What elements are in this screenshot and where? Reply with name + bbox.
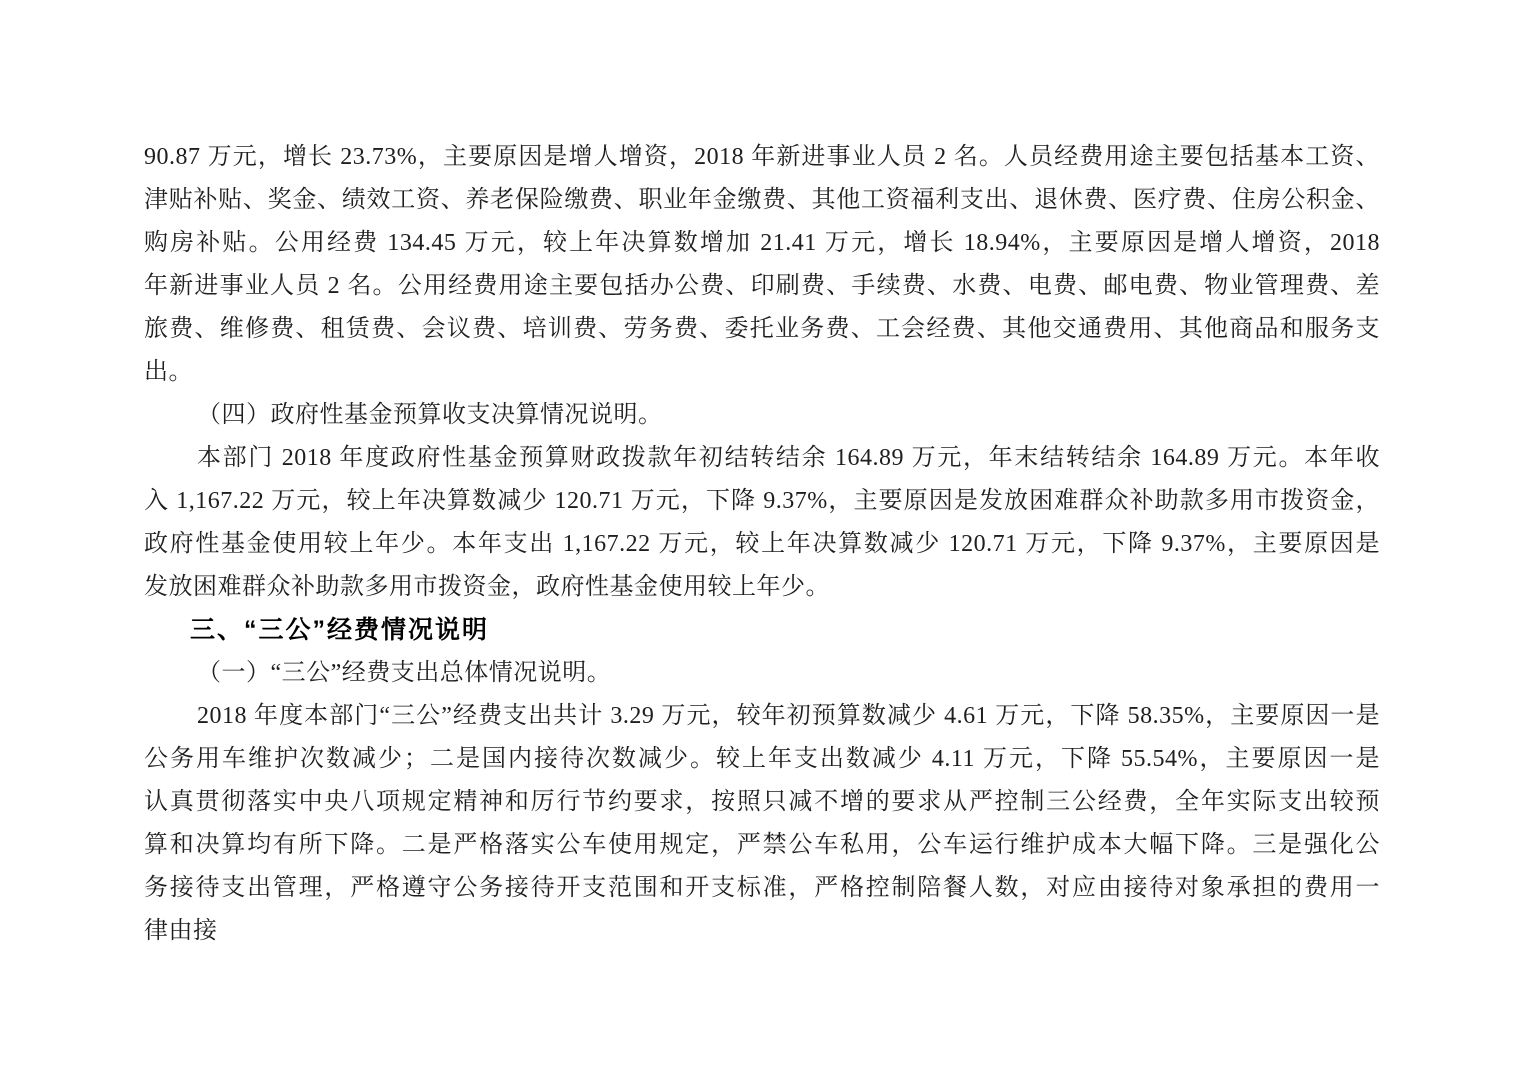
body-text-line: 90.87 万元，增长 23.73%，主要原因是增人增资，2018 年新进事业人员 2 名。人员经费用途主要包括基本工资、: [144, 144, 1380, 170]
body-text-line: 公务用车维护次数减少；二是国内接待次数减少。较上年支出数减少 4.11 万元，下降 55.54%，主要原因一是: [144, 746, 1380, 772]
body-text-line: 务接待支出管理，严格遵守公务接待开支范围和开支标准，严格控制陪餐人数，对应由接待对象承担的费用一: [144, 875, 1380, 901]
body-text-line: 认真贯彻落实中央八项规定精神和厉行节约要求，按照只减不增的要求从严控制三公经费，全年实际支出较预: [144, 789, 1380, 815]
subsection-heading-line: （四）政府性基金预算收支决算情况说明。: [197, 402, 663, 428]
body-text-line: 购房补贴。公用经费 134.45 万元，较上年决算数增加 21.41 万元，增长 18.94%，主要原因是增人增资，2018: [144, 230, 1380, 256]
body-text-line: 律由接: [144, 918, 218, 944]
body-text-line: 本部门 2018 年度政府性基金预算财政拨款年初结转结余 164.89 万元，年末结转结余 164.89 万元。本年收: [197, 445, 1380, 471]
body-text-line: 算和决算均有所下降。二是严格落实公车使用规定，严禁公车私用，公车运行维护成本大幅下降。三是强化公: [144, 832, 1380, 858]
body-text-line: 入 1,167.22 万元，较上年决算数减少 120.71 万元，下降 9.37%，主要原因是发放困难群众补助款多用市拨资金，: [144, 488, 1380, 514]
body-text-line: 发放困难群众补助款多用市拨资金，政府性基金使用较上年少。: [144, 574, 830, 600]
body-text-line: 年新进事业人员 2 名。公用经费用途主要包括办公费、印刷费、手续费、水费、电费、邮电费、物业管理费、差: [144, 273, 1380, 299]
body-text-line: 旅费、维修费、租赁费、会议费、培训费、劳务费、委托业务费、工会经费、其他交通费用、其他商品和服务支: [144, 316, 1380, 342]
section-heading: 三、“三公”经费情况说明: [190, 616, 490, 644]
body-text-line: 政府性基金使用较上年少。本年支出 1,167.22 万元，较上年决算数减少 120.71 万元，下降 9.37%，主要原因是: [144, 531, 1380, 557]
subsection-heading-line: （一）“三公”经费支出总体情况说明。: [197, 660, 612, 686]
document-text-column: [144, 136, 1380, 953]
body-text-line: 出。: [144, 359, 193, 385]
body-text-line: 津贴补贴、奖金、绩效工资、养老保险缴费、职业年金缴费、其他工资福利支出、退休费、医疗费、住房公积金、: [144, 187, 1380, 213]
body-text-line: 2018 年度本部门“三公”经费支出共计 3.29 万元，较年初预算数减少 4.61 万元，下降 58.35%，主要原因一是: [197, 703, 1380, 729]
